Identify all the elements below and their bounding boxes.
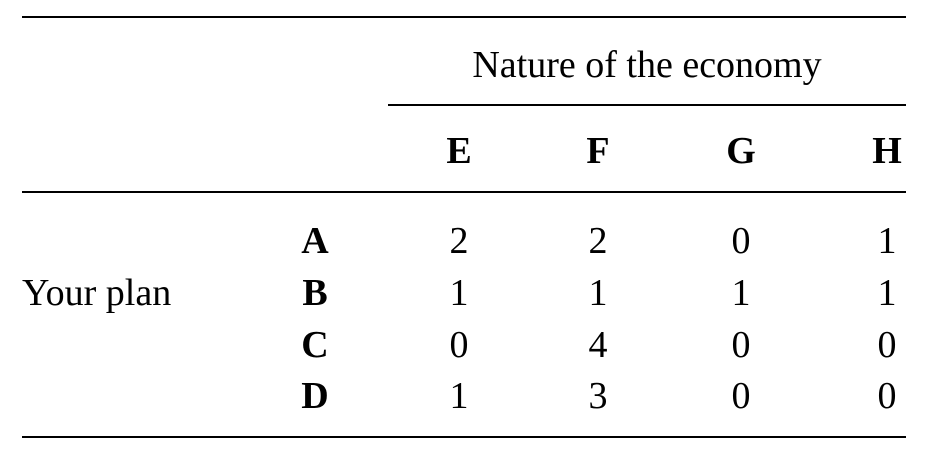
group-header-rule	[388, 104, 906, 106]
table-cell: 4	[588, 324, 608, 366]
row-group-label: Your plan	[22, 272, 172, 314]
table-cell: 0	[449, 324, 469, 366]
column-header-e: E	[446, 130, 472, 172]
header-rule	[22, 191, 906, 193]
table-cell: 2	[588, 220, 608, 262]
table-cell: 0	[877, 324, 897, 366]
table-cell: 1	[449, 375, 469, 417]
table-cell: 1	[731, 272, 751, 314]
table-cell: 0	[731, 220, 751, 262]
table-cell: 0	[877, 375, 897, 417]
table-cell: 1	[588, 272, 608, 314]
row-label-d: D	[301, 375, 329, 417]
table-cell: 1	[877, 220, 897, 262]
table-cell: 0	[731, 324, 751, 366]
row-label-b: B	[302, 272, 328, 314]
group-header: Nature of the economy	[472, 44, 822, 86]
column-header-g: G	[726, 130, 756, 172]
table-cell: 2	[449, 220, 469, 262]
column-header-h: H	[872, 130, 902, 172]
table-cell: 1	[449, 272, 469, 314]
table-bottom-rule	[22, 436, 906, 438]
row-label-a: A	[301, 220, 329, 262]
table-cell: 1	[877, 272, 897, 314]
table-cell: 0	[731, 375, 751, 417]
column-header-f: F	[586, 130, 610, 172]
table-top-rule	[22, 16, 906, 18]
row-label-c: C	[301, 324, 329, 366]
table-cell: 3	[588, 375, 608, 417]
